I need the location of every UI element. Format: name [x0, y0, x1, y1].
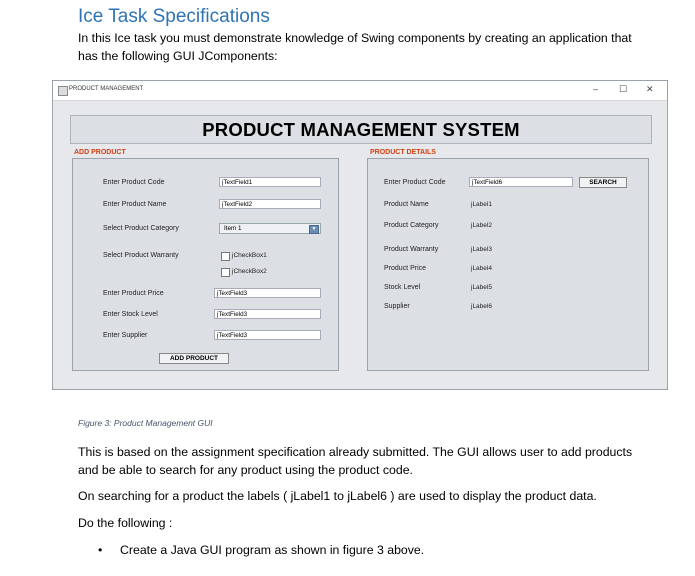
warranty-checkbox-1[interactable]	[221, 252, 230, 261]
add-product-section-title: ADD PRODUCT	[74, 149, 126, 156]
window-title: PRODUCT MANAGEMENT	[69, 86, 144, 92]
warranty-checkbox-1-label: jCheckBox1	[232, 252, 267, 259]
supplier-label: Enter Supplier	[103, 332, 148, 339]
detail-label-product-name: Product Name	[384, 201, 429, 208]
window-titlebar	[53, 81, 667, 101]
product-details-panel	[367, 158, 649, 371]
figure-caption: Figure 3: Product Management GUI	[78, 418, 213, 428]
product-price-input[interactable]: jTextField3	[214, 288, 321, 298]
product-code-label: Enter Product Code	[103, 179, 165, 186]
category-selected-value: Item 1	[224, 225, 242, 232]
close-icon[interactable]: ✕	[646, 84, 654, 94]
detail-value-product-name: jLabel1	[471, 201, 492, 208]
product-warranty-label: Select Product Warranty	[103, 252, 179, 259]
stock-level-label: Enter Stock Level	[103, 311, 158, 318]
detail-label-product-price: Product Price	[384, 265, 427, 272]
bullet-item: Create a Java GUI program as shown in figure 3 above.	[120, 543, 425, 557]
system-header: PRODUCT MANAGEMENT SYSTEM	[70, 115, 652, 144]
minimize-icon[interactable]: –	[593, 84, 599, 94]
instruction-lead: Do the following :	[78, 516, 173, 530]
warranty-checkbox-2-label: jCheckBox2	[232, 268, 267, 275]
page-title: Ice Task Specifications	[78, 6, 270, 27]
detail-value-product-warranty: jLabel3	[471, 246, 492, 253]
stock-level-input[interactable]: jTextField3	[214, 309, 321, 319]
intro-paragraph: In this Ice task you must demonstrate knowledge of Swing components by creating an application that has the following GUI JComponents:	[78, 31, 632, 63]
product-details-section-title: PRODUCT DETAILS	[370, 149, 436, 156]
product-category-select[interactable]	[219, 223, 321, 234]
detail-value-product-price: jLabel4	[471, 265, 492, 272]
search-code-input[interactable]: jTextField6	[469, 177, 573, 187]
search-paragraph: On searching for a product the labels ( jLabel1 to jLabel6 ) are used to display the product data.	[78, 489, 597, 503]
product-category-label: Select Product Category	[103, 225, 179, 232]
search-button[interactable]: SEARCH	[579, 177, 627, 188]
description-paragraph: This is based on the assignment specification already submitted. The GUI allows user to add products and be able to search for any product using the product code.	[78, 445, 633, 477]
maximize-icon[interactable]: ☐	[619, 84, 628, 94]
chevron-down-icon[interactable]: ▼	[309, 225, 319, 234]
detail-label-supplier: Supplier	[384, 303, 410, 310]
detail-label-product-warranty: Product Warranty	[384, 246, 439, 253]
bullet-icon: •	[98, 543, 103, 557]
detail-label-product-category: Product Category	[384, 222, 439, 229]
add-product-panel	[72, 158, 339, 371]
search-code-label: Enter Product Code	[384, 179, 446, 186]
detail-value-product-category: jLabel2	[471, 222, 492, 229]
product-name-label: Enter Product Name	[103, 201, 167, 208]
detail-value-stock-level: jLabel5	[471, 284, 492, 291]
supplier-input[interactable]: jTextField3	[214, 330, 321, 340]
detail-label-stock-level: Stock Level	[384, 284, 421, 291]
app-icon	[58, 86, 68, 96]
product-price-label: Enter Product Price	[103, 290, 164, 297]
product-code-input[interactable]: jTextField1	[219, 177, 321, 187]
detail-value-supplier: jLabel6	[471, 303, 492, 310]
warranty-checkbox-2[interactable]	[221, 268, 230, 277]
product-name-input[interactable]: jTextField2	[219, 199, 321, 209]
add-product-button[interactable]: ADD PRODUCT	[159, 353, 229, 364]
gui-window	[52, 80, 668, 390]
